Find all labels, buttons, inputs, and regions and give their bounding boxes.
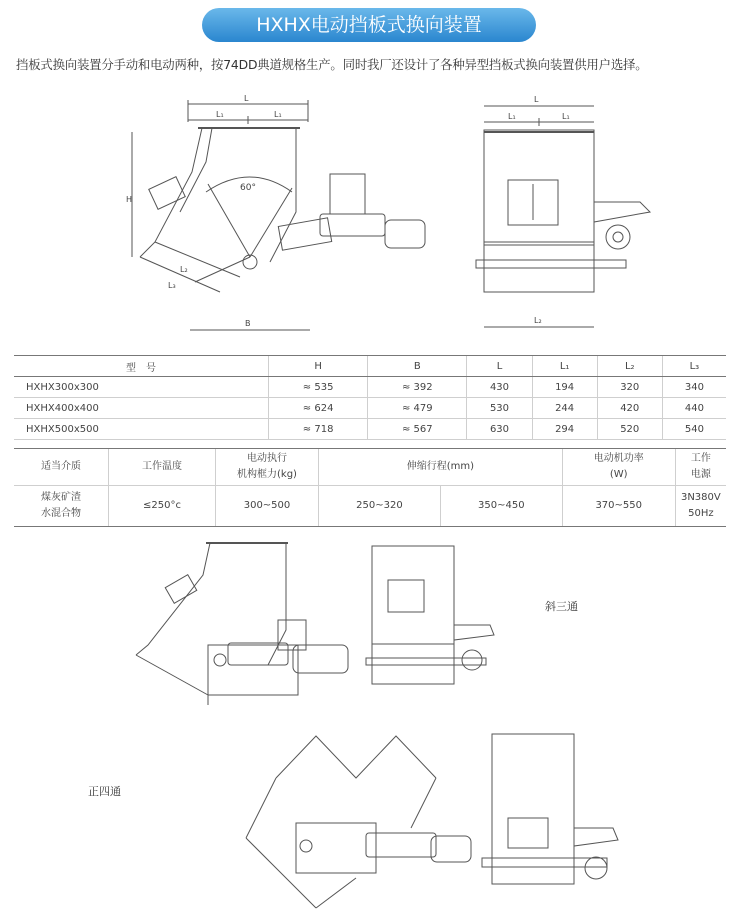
front-dim-L2: L₂	[534, 316, 542, 325]
specs-table	[14, 448, 726, 527]
table-cell: 320	[597, 377, 662, 398]
table-row	[14, 377, 726, 398]
specs-supply: 3N380V 50Hz	[675, 486, 726, 527]
oblique-tee-front-drawing	[360, 540, 500, 690]
table-cell: 540	[662, 419, 726, 440]
angle-label: 60°	[240, 183, 256, 193]
cross-side-drawing	[236, 728, 476, 918]
front-view-drawing	[470, 92, 670, 342]
caption-oblique-tee: 斜三通	[545, 600, 578, 613]
dim-H: H	[126, 195, 133, 204]
dims-header-model: 型 号	[14, 356, 269, 377]
table-cell: ≈ 624	[269, 398, 368, 419]
table-cell: ≈ 567	[368, 419, 467, 440]
table-cell: 440	[662, 398, 726, 419]
table-cell: HXHX400x400	[14, 398, 269, 419]
specs-stroke-1: 250~320	[319, 486, 441, 527]
dim-L: L	[244, 94, 249, 103]
table-cell: HXHX300x300	[14, 377, 269, 398]
table-cell: 430	[467, 377, 532, 398]
title-banner	[202, 8, 536, 42]
table-cell: 530	[467, 398, 532, 419]
table-cell: ≈ 479	[368, 398, 467, 419]
table-cell: 294	[532, 419, 597, 440]
specs-header-power: 电动机功率 (W)	[562, 449, 675, 486]
dim-L1: L₁	[216, 110, 224, 119]
table-row	[14, 486, 726, 527]
specs-header-supply: 工作 电源	[675, 449, 726, 486]
table-row	[14, 419, 726, 440]
table-cell: 630	[467, 419, 532, 440]
specs-header-temp: 工作温度	[109, 449, 216, 486]
page-title: HXHX电动挡板式换向装置	[256, 14, 482, 36]
specs-stroke-2: 350~450	[440, 486, 562, 527]
table-cell: 520	[597, 419, 662, 440]
dims-header-b: B	[368, 356, 467, 377]
cross-front-drawing	[478, 728, 628, 918]
oblique-tee-side-drawing	[128, 535, 358, 705]
dim-B: B	[245, 319, 251, 328]
table-cell: 244	[532, 398, 597, 419]
table-cell: 340	[662, 377, 726, 398]
dim-L1b: L₁	[274, 110, 282, 119]
dimensions-table	[14, 355, 726, 440]
table-cell: ≈ 718	[269, 419, 368, 440]
dim-L2: L₂	[180, 265, 188, 274]
specs-header-medium: 适当介质	[14, 449, 109, 486]
specs-header-stroke: 伸缩行程(mm)	[319, 449, 563, 486]
table-row	[14, 398, 726, 419]
specs-header-force: 电动执行 机构框力(kg)	[216, 449, 319, 486]
side-view-drawing	[120, 92, 440, 342]
table-cell: ≈ 535	[269, 377, 368, 398]
table-cell: HXHX500x500	[14, 419, 269, 440]
specs-medium: 煤灰矿渣 水混合物	[14, 486, 109, 527]
dims-header-h: H	[269, 356, 368, 377]
dims-header-l2: L₂	[597, 356, 662, 377]
front-dim-L: L	[534, 95, 539, 104]
specs-power: 370~550	[562, 486, 675, 527]
front-dim-L1a: L₁	[508, 112, 516, 121]
specs-temp: ≤250°c	[109, 486, 216, 527]
caption-cross: 正四通	[88, 785, 121, 798]
dims-header-row	[14, 356, 726, 377]
table-cell: ≈ 392	[368, 377, 467, 398]
specs-force: 300~500	[216, 486, 319, 527]
intro-text: 挡板式换向装置分手动和电动两种，按74DD典道规格生产。同时我厂还设计了各种异型挡板式换向装置供用户选择。	[16, 57, 648, 72]
table-cell: 194	[532, 377, 597, 398]
dims-header-l3: L₃	[662, 356, 726, 377]
dim-L3: L₃	[168, 281, 176, 290]
dims-header-l1: L₁	[532, 356, 597, 377]
table-cell: 420	[597, 398, 662, 419]
specs-header-row	[14, 449, 726, 486]
front-dim-L1b: L₁	[562, 112, 570, 121]
dims-header-l: L	[467, 356, 532, 377]
